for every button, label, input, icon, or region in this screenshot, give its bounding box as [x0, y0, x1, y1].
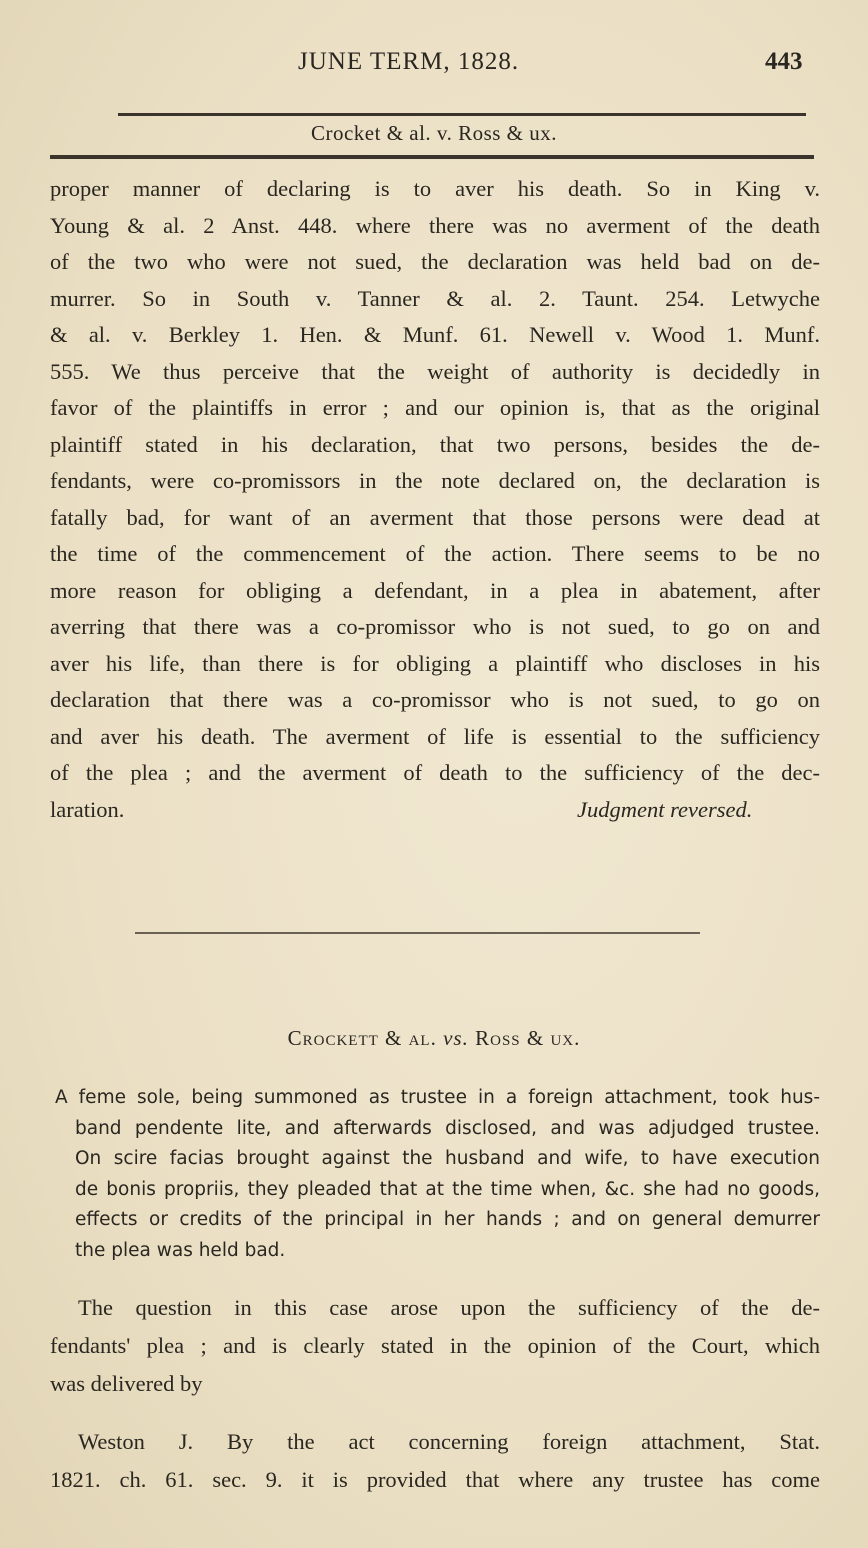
- text-line: plaintiff stated in his declaration, that two persons, besides the de-: [50, 431, 820, 457]
- opinion-text: [50, 171, 820, 828]
- text-line: The question in this case arose upon the sufficiency of the de-: [78, 1295, 820, 1320]
- text-line: proper manner of declaring is to aver his death. So in King v.: [50, 176, 820, 201]
- text-line: 555. We thus perceive that the weight of authority is decidedly in: [50, 358, 820, 384]
- text-line: of the plea ; and the averment of death to the sufficiency of the dec-: [50, 760, 820, 785]
- text-line: the time of the commencement of the action. There seems to be no: [50, 541, 820, 566]
- headnote-line: A feme sole, being summoned as trustee in a foreign attachment, took hus-: [55, 1087, 820, 1108]
- second-case-title: [0, 1026, 868, 1051]
- party-one: Crockett: [287, 1026, 379, 1050]
- top-rule: [118, 113, 806, 116]
- versus: vs.: [443, 1026, 469, 1050]
- text-line: favor of the plaintiffs in error ; and our opinion is, that as the original: [50, 395, 820, 420]
- case-heading-rule: [50, 155, 814, 159]
- final-word: laration.: [50, 796, 125, 822]
- text-line: Young & al. 2 Anst. 448. where there was no averment of the death: [50, 212, 820, 238]
- text-line: & al. v. Berkley 1. Hen. & Munf. 61. Newell v. Wood 1. Munf.: [50, 322, 820, 347]
- text-line: 1821. ch. 61. sec. 9. it is provided that where any trustee has come: [50, 1467, 820, 1492]
- text-line: fendants, were co-promissors in the note declared on, the declaration is: [50, 468, 820, 493]
- party-one-suffix: & al.: [385, 1026, 437, 1050]
- text-line: murrer. So in South v. Tanner & al. 2. Taunt. 254. Letwyche: [50, 285, 820, 311]
- statement-of-case: [50, 1290, 820, 1404]
- running-title: JUNE TERM, 1828.: [298, 48, 520, 75]
- text-line: and aver his death. The averment of life is essential to the sufficiency: [50, 723, 820, 749]
- final-line: [50, 792, 820, 829]
- text-line: was delivered by: [50, 1371, 203, 1396]
- headnote-line: the plea was held bad.: [75, 1239, 286, 1261]
- headnote-line: band pendente lite, and afterwards disclosed, and was adjudged trustee.: [75, 1117, 820, 1139]
- text-line: fendants' plea ; and is clearly stated in the opinion of the Court, which: [50, 1333, 820, 1358]
- text-line: averring that there was a co-promissor who is not sued, to go on and: [50, 614, 820, 639]
- section-divider-rule: [135, 932, 700, 934]
- party-two: Ross & ux.: [475, 1026, 581, 1050]
- headnote-line: On scire facias brought against the husband and wife, to have execution: [75, 1148, 820, 1169]
- headnote: [55, 1083, 820, 1266]
- headnote-line: effects or credits of the principal in her hands ; and on general demurrer: [75, 1209, 820, 1230]
- text-line: Weston J. By the act concerning foreign attachment, Stat.: [78, 1429, 820, 1454]
- judgment-text: Judgment reversed.: [577, 796, 753, 822]
- text-line: aver his life, than there is for obliging a plaintiff who discloses in his: [50, 650, 820, 676]
- page-number: 443: [765, 48, 803, 75]
- headnote-line: de bonis propriis, they pleaded that at the time when, &c. she had no goods,: [75, 1178, 820, 1200]
- text-line: more reason for obliging a defendant, in a plea in abatement, after: [50, 577, 820, 603]
- text-line: declaration that there was a co-promissor who is not sued, to go on: [50, 687, 820, 712]
- running-head: [0, 48, 868, 82]
- case-heading: Crocket & al. v. Ross & ux.: [310, 121, 558, 145]
- text-line: fatally bad, for want of an averment that those persons were dead at: [50, 504, 820, 530]
- opinion-start: [50, 1424, 820, 1500]
- text-line: of the two who were not sued, the declaration was held bad on de-: [50, 249, 820, 274]
